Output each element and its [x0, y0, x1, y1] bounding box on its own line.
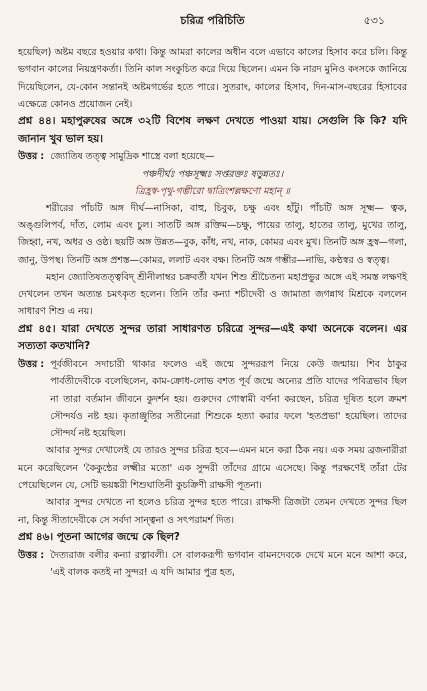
sanskrit-quote-line-2: ত্রিহ্রস্ব-পৃথু-গম্ভীরো দ্বাত্রিংশল্লক্ষণো মহান্ ॥	[135, 185, 290, 197]
answer-label: উত্তর :	[18, 151, 45, 163]
answer-label: উত্তর :	[18, 549, 45, 561]
answer-45	[18, 356, 407, 442]
answer-text: জ্যোতিষ তত্ত্ব সামুদ্রিক শাস্ত্রে বলা হয়েছে—	[50, 151, 215, 163]
paragraph: আবার সুন্দর দেখালেই যে তারও সুন্দর চরিত্র হবে—এমন মনে করা ঠিক নয়। এক সময় ব্রজনারীরা মনে করেছিলেন 'কৈকুন্ঠের লক্ষ্মীর মতো' এক সুন্দরী তাঁদের গ্রামে এসেছে। কিন্তু পরক্ষণেই তাঁরা টের পেয়েছিলেন যে, সেটি ভয়ঙ্করী শিশুঘাতিনী কুচক্রিণী রাক্ষসী পূতনা।	[18, 445, 407, 492]
page-title: চরিত্র পরিচিতি	[180, 14, 245, 27]
page-number: ৫৩১	[363, 14, 385, 27]
question-44: প্রশ্ন ৪৪। মহাপুরুষের অঙ্গে ৩২টি বিশেষ লক্ষণ দেখতে পাওয়া যায়। সেগুলি কি কি? যদি জানান খুব ভাল হয়।	[18, 115, 407, 145]
answer-44	[18, 148, 407, 165]
page-header	[18, 0, 407, 40]
answer-text: দৈত্যরাজ বলীর কন্যা রত্নাবলী। সে বালকরূপী ভগবান বামনদেবকে দেখে মনে মনে আশা করে, 'এই বালক কতই না সুন্দর! এ যদি আমার পুত্র হত,	[50, 549, 407, 578]
answer-text: পূর্বজীবনে সদাচারী থাকার ফলেও এই জন্মে সুন্দররূপ নিয়ে কেউ জন্মায়। শিব ঠাকুর পার্বতীদেবীকে বলেছিলেন, কাম-ক্রোধ-লোভ বশত পূর্ব জন্মে অন্যের প্রতি যাদের পবিত্রভাব ছিল না তারা বর্তমান জীবনে কুদর্শন হয়। গুরুদেব গোস্বামী বর্ণনা করছেন, চরিত্র দূষিত হলে ক্রমশ সৌন্দর্যও নষ্ট হয়। কৃতাঞ্জুতির সতীনেরা শিশুকে হত্যা করার ফলে 'হতপ্রভা' হয়েছিল। তাদের সৌন্দর্য নষ্ট হয়েছিল।	[50, 358, 407, 440]
question-45: প্রশ্ন ৪৫। যারা দেখতে সুন্দর তারা সাধারণত চরিত্রে সুন্দর—এই কথা অনেকে বলেন। এর সত্যতা কতখানি?	[18, 322, 407, 353]
paragraph: হয়েছিল) অষ্টম বছরে হওয়ার কথা। কিন্তু আমরা কালের অধীন বলে এভাবে কালের হিসাব করে চলি। কিন্তু ভগবান কালের নিয়ন্ত্রণকর্তা। তিনি কাল সংকুচিত করে দিয়ে ছিলেন। এমন কি নারদ মুনিও কংসকে জানিয়ে দিয়েছিলেন, যে-কোন সন্তানই অষ্টমগর্ভের হতে পারে। সুতরাং, কালের হিসাব, দিন-মাস-বছরের হিসাবের এক্ষেত্রে কোনও প্রয়োজন নেই।	[18, 47, 407, 110]
paragraph: আবার সুন্দর দেখতে না হলেও চরিত্র সুন্দর হতে পারে। রাক্ষসী ত্রিজটা তেমন দেখতে সুন্দর ছিল না, কিন্তু সীতাদেবীকে সে সর্বদা সান্ত্বনা ও সৎপরামর্শ দিত।	[18, 497, 407, 526]
question-46: প্রশ্ন ৪৬। পূতনা আগের জন্মে কে ছিল?	[18, 530, 180, 543]
page-content	[18, 44, 407, 581]
answer-46	[18, 547, 407, 582]
paragraph: মহান জ্যোতিষতত্ত্ববিদ্ শ্রীনীলাম্বর চক্রবর্তী যখন শিশু শ্রীচৈতন্য মহাপ্রভুর অঙ্গে এই সমস্ত লক্ষণই দেখলেন তখন অত্যন্ত চমৎকৃত হলেন। তিনি তাঁর কন্যা শচীদেবী ও জামাতা জগন্নাথ মিশ্রকে বললেন সাধারণ শিশু এ নয়।	[18, 271, 407, 318]
paragraph: শরীরের পাঁচটি অঙ্গ দীর্ঘ—নাসিকা, বাহু, চিবুক, চক্ষু এবং হাঁটু। পাঁচটি অঙ্গ সূক্ষ্ম— ত্বক, অঙ্গুলিপর্ব, দাঁত, লোম এবং চুল। সাতটি অঙ্গ রক্তিম—চক্ষু, পায়ের তালু, হাতের তালু, মুখের তালু, জিহ্বা, নখ, অধর ও ওষ্ঠ। ছয়টি অঙ্গ উন্নত—বুক, কাঁধ, নখ, নাক, কোমর এবং মুখ। তিনটি অঙ্গ হ্রস্ব—গলা, জানু, উপস্থ। তিনটি অঙ্গ প্রশস্ত—কোমর, ললাট এবং বক্ষ। তিনটি অঙ্গ গম্ভীর—নাভি, কণ্ঠস্বর ও স্বত্ত্ব।	[18, 202, 407, 266]
answer-label: উত্তর :	[18, 358, 45, 370]
sanskrit-quote-line-1: পঞ্চদীর্ঘঃ পঞ্চসূক্ষ্মঃ সপ্তরক্তঃ ষড়ুন্নতঃ।	[141, 168, 284, 180]
